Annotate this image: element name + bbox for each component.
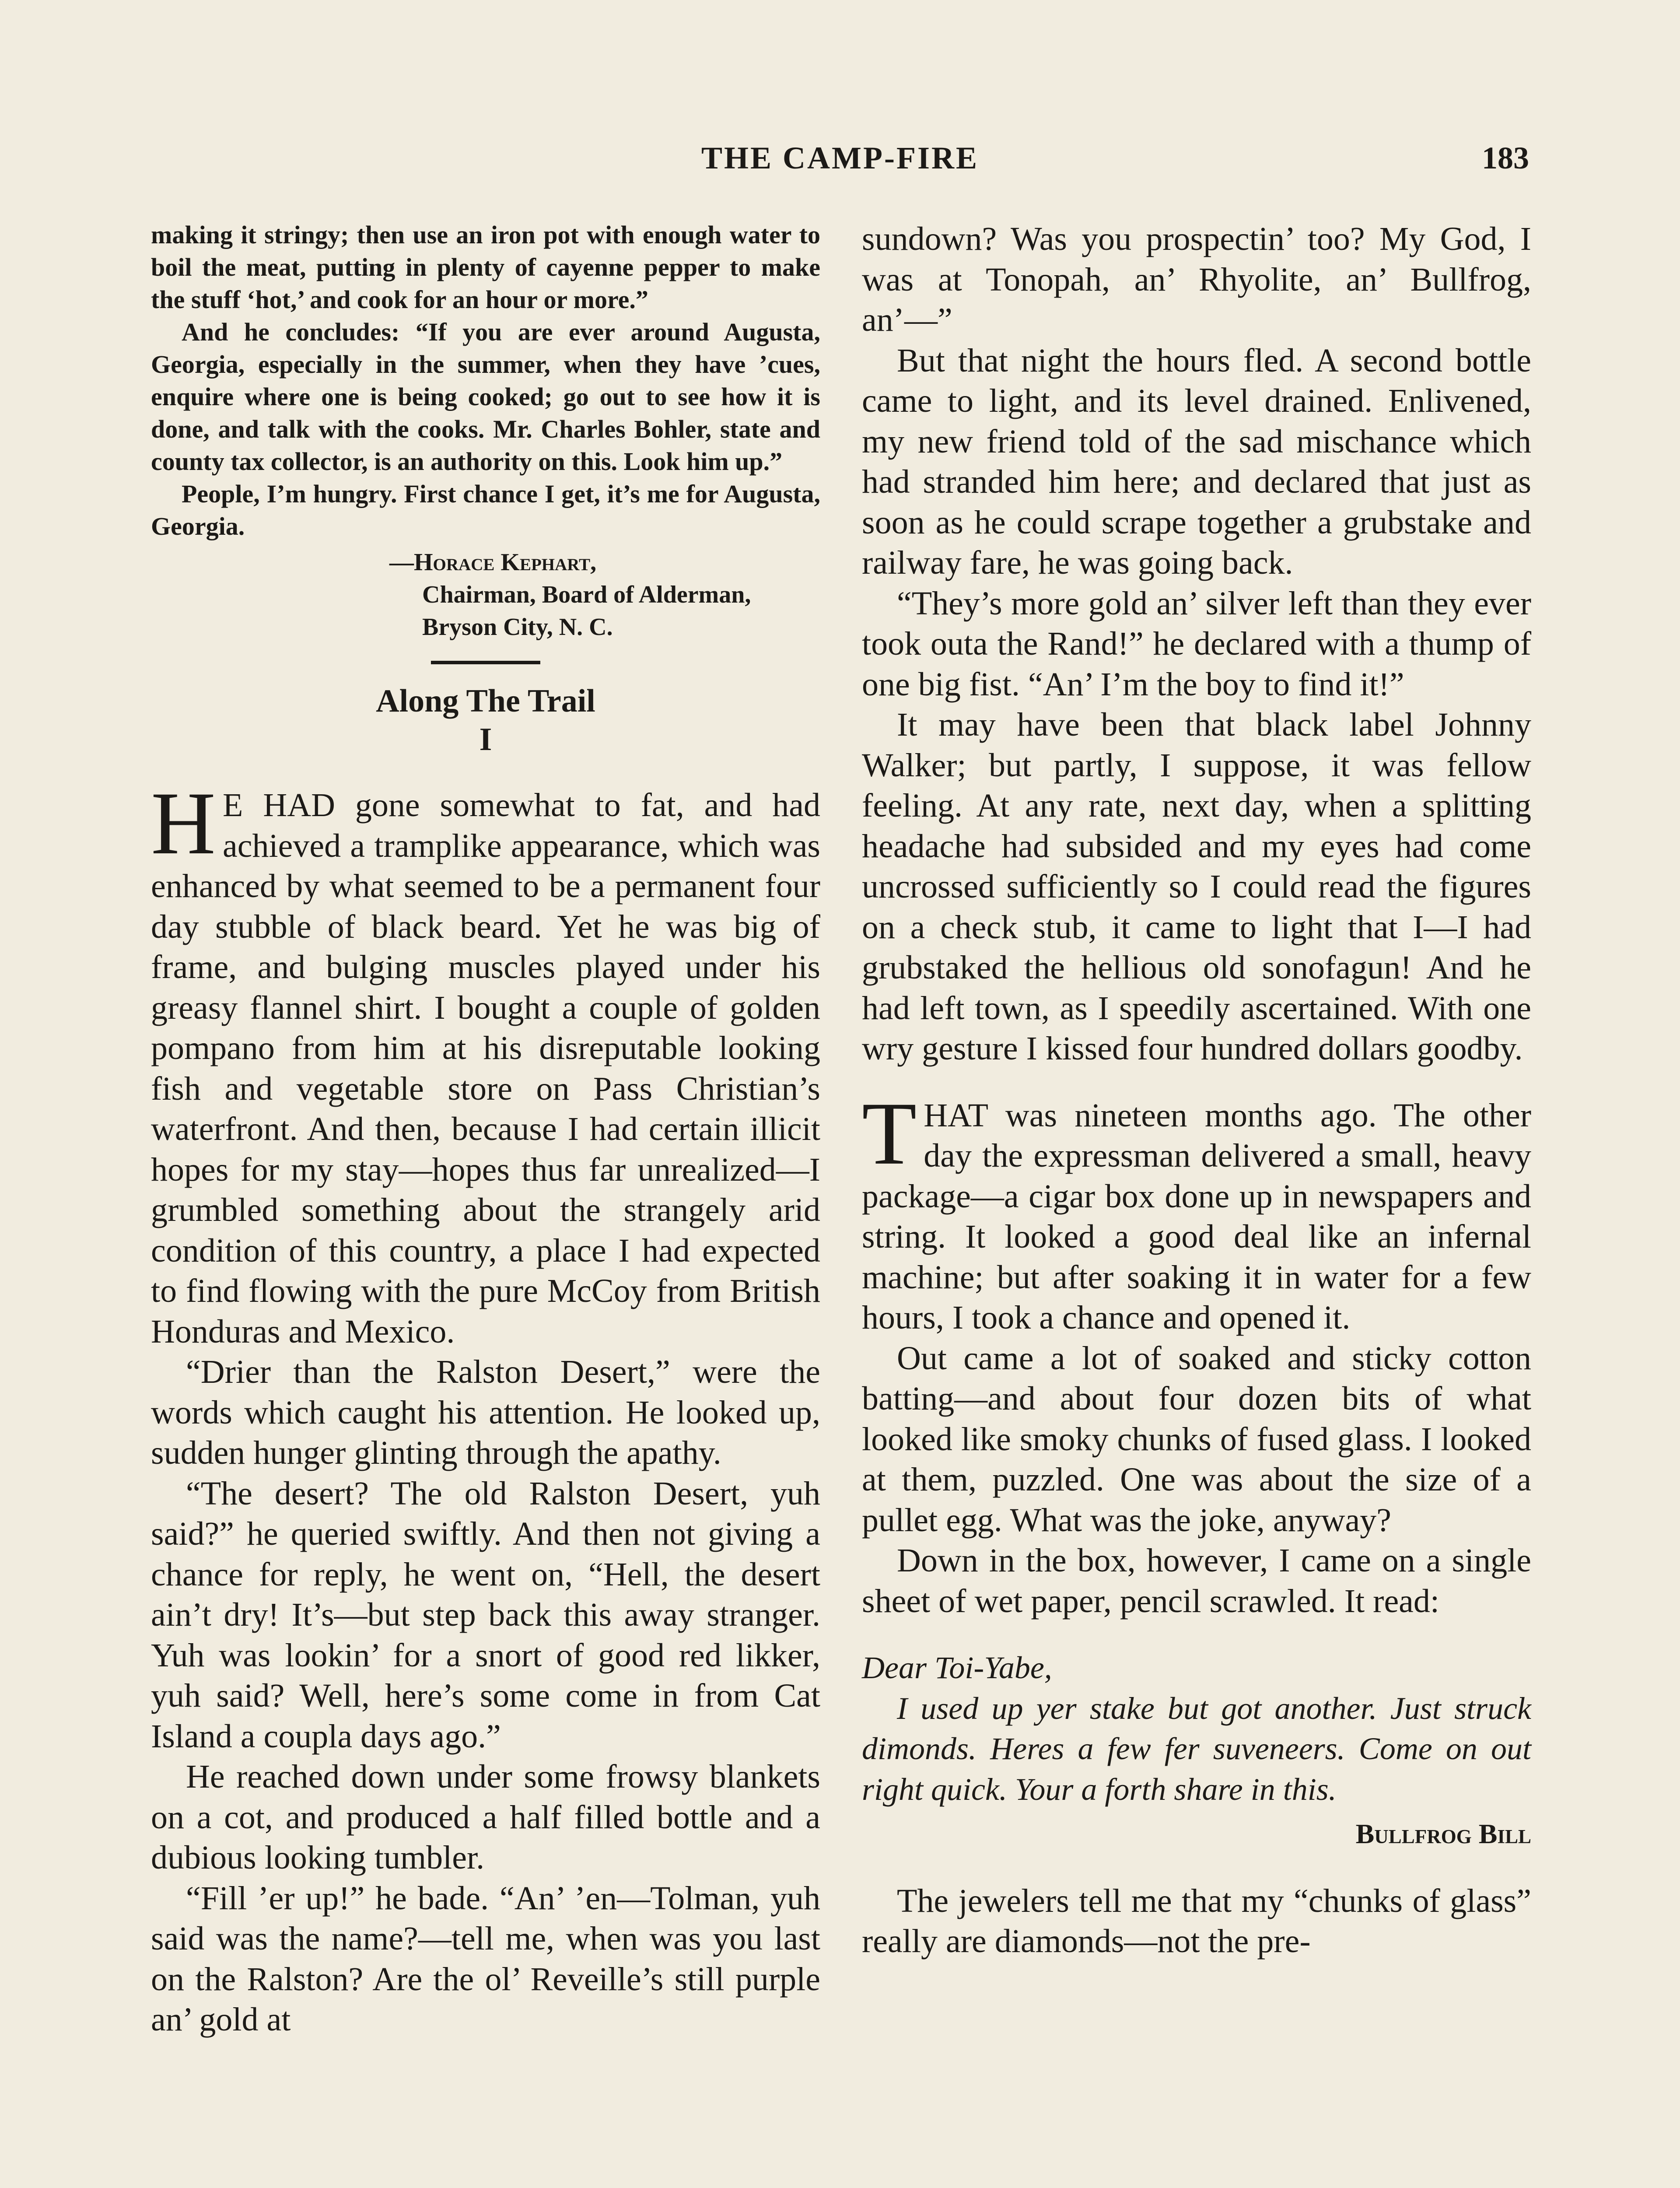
paragraph: Down in the box, however, I came on a single sheet of wet paper, pencil scrawled. It read: (862, 1542, 1531, 1620)
running-title: THE CAMP-FIRE (701, 140, 979, 175)
signature-title: Chairman, Board of Alderman, (422, 581, 751, 608)
paragraph: “Fill ’er up!” he bade. “An’ ’en—Tolman, yuh said was the name?—tell me, when was you last on the Ralston? Are the ol’ Reveille’s still purple an’ gold at (151, 1879, 820, 2038)
letter (862, 1648, 1531, 1855)
paragraph: “The desert? The old Ralston Desert, yuh said?” he queried swiftly. And then not giving a chance for reply, he went on, “Hell, the desert ain’t dry! It’s—but step back this away stranger. Yuh was lookin’ for a snort of good red likker, yuh said? Well, here’s some come in from Cat Island a coupla days ago.” (151, 1475, 820, 1755)
story-body (151, 774, 820, 2040)
drop-cap: H (151, 774, 216, 873)
section-number: I (479, 722, 492, 757)
signature-name: —Horace Kephart, (389, 549, 597, 576)
paragraph: People, I’m hungry. First chance I get, it’s me for Augusta, Georgia. (151, 480, 820, 540)
section-title: Along The Trail (376, 683, 595, 719)
story-body-continued (862, 219, 1531, 1621)
paragraph: But that night the hours fled. A second bottle came to light, and its level drained. Enlivened, my new friend told of the sad mischance which had stranded him here; and declared that just as soon as he could scrape together a grubstake and railway fare, he was going back. (862, 342, 1531, 581)
right-column (862, 219, 1531, 1962)
paragraph: “Drier than the Ralston Desert,” were the words which caught his attention. He looked up, sudden hunger glinting through the apathy. (151, 1353, 820, 1471)
left-column (151, 219, 820, 2040)
letter-salutation: Dear Toi-Yabe, (862, 1650, 1052, 1685)
paragraph: And he concludes: “If you are ever around Augusta, Georgia, especially in the summer, when they have ’cues, enquire where one is being cooked; go out to see how it is done, and talk with the cooks. Mr. Charles Bohler, state and county tax collector, is an authority on this. Look him up.” (151, 318, 820, 476)
letter-body: I used up yer stake but got another. Just struck dimonds. Heres a few fer suveneers. Come on out right quick. Your a forth share in this. (862, 1690, 1531, 1807)
paragraph: The jewelers tell me that my “chunks of glass” really are diamonds—not the pre- (862, 1882, 1531, 1960)
paragraph: “They’s more gold an’ silver left than they ever took outa the Rand!” he declared with a thump of one big fist. “An’ I’m the boy to find it!” (862, 585, 1531, 703)
paragraph: THAT was nineteen months ago. The other day the expressman delivered a small, heavy package—a cigar box done up in newspapers and string. It looked a good deal like an infernal machine; but after soaking it in water for a few hours, I took a chance and opened it. (862, 1083, 1531, 1336)
section-divider (431, 661, 540, 664)
paragraph: It may have been that black label Johnny Walker; but partly, I suppose, it was fellow feeling. At any rate, next day, when a splitting headache had subsided and my eyes had come uncrossed sufficiently so I could read the figures on a check stub, it came to light that I—I had grubstaked the hellious old sonofagun! And he had left town, as I speedily ascertained. With one wry gesture I kissed four hundred dollars goodby. (862, 706, 1531, 1067)
letter-excerpt (151, 219, 820, 543)
page-header (151, 140, 1529, 188)
drop-cap: T (862, 1083, 917, 1183)
page-number: 183 (1482, 140, 1529, 175)
paragraph: Out came a lot of soaked and sticky cotton batting—and about four dozen bits of what looked like smoky chunks of fused glass. I looked at them, puzzled. One was about the size of a pullet egg. What was the joke, anyway? (862, 1339, 1531, 1539)
paragraph: He reached down under some frowsy blankets on a cot, and produced a half filled bottle and a dubious looking tumbler. (151, 1758, 820, 1876)
paragraph: making it stringy; then use an iron pot with enough water to boil the meat, putting in plenty of cayenne pepper to make the stuff ‘hot,’ and cook for an hour or more.” (151, 221, 820, 314)
paragraph: H E HAD gone somewhat to fat, and had achieved a tramplike appearance, which was enhanced by what seemed to be a permanent four day stubble of black beard. Yet he was big of frame, and bulging muscles played under his greasy flannel shirt. I bought a couple of golden pompano from him at his disreputable looking fish and vegetable store on Pass Christian’s waterfront. And then, because I had certain illicit hopes for my stay—hopes thus far unrealized—I grumbled something about the strangely arid condition of this country, a place I had expected to find flowing with the pure McCoy from British Honduras and Mexico. (151, 774, 820, 1350)
letter-signature: Bullfrog Bill (1355, 1818, 1531, 1849)
signature-place: Bryson City, N. C. (422, 614, 613, 641)
paragraph: sundown? Was you prospectin’ too? My God, I was at Tonopah, an’ Rhyolite, an’ Bullfrog, an’—” (862, 221, 1531, 338)
signature-block (151, 546, 820, 643)
